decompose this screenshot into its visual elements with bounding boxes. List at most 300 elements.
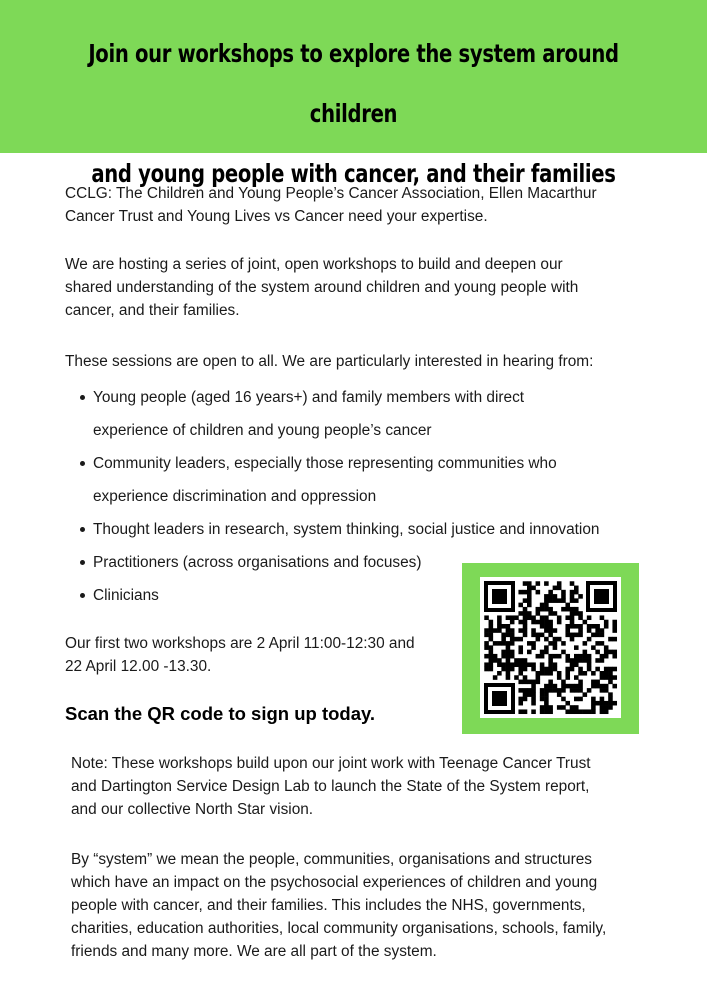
qr-module <box>570 662 575 667</box>
qr-module <box>510 628 515 633</box>
qr-module <box>514 675 519 680</box>
qr-module <box>523 692 528 697</box>
qr-module <box>531 645 536 650</box>
qr-module <box>544 594 549 599</box>
qr-module <box>484 645 489 650</box>
qr-module <box>484 633 489 638</box>
qr-module <box>612 675 617 680</box>
qr-module <box>574 624 579 629</box>
qr-module <box>506 662 511 667</box>
qr-module <box>565 684 570 689</box>
qr-module <box>506 658 511 663</box>
qr-module <box>514 658 519 663</box>
qr-module <box>536 637 541 642</box>
qr-module <box>565 701 570 706</box>
qr-module <box>604 701 609 706</box>
qr-module <box>523 624 528 629</box>
qr-module <box>518 709 523 714</box>
qr-module <box>484 662 489 667</box>
qr-module <box>578 624 583 629</box>
qr-module <box>548 709 553 714</box>
qr-module <box>544 645 549 650</box>
qr-module <box>561 705 566 710</box>
qr-module <box>540 662 545 667</box>
qr-module <box>536 590 541 595</box>
qr-module <box>553 667 558 672</box>
qr-module <box>600 641 605 646</box>
qr-module <box>510 620 515 625</box>
qr-module <box>544 709 549 714</box>
qr-module <box>595 684 600 689</box>
qr-module <box>600 658 605 663</box>
note-line-2: and Dartington Service Design Lab to launch the State of the System report, <box>71 778 590 795</box>
qr-module <box>489 628 494 633</box>
qr-module <box>604 620 609 625</box>
qr-module <box>612 701 617 706</box>
qr-module <box>536 671 541 676</box>
qr-module <box>548 633 553 638</box>
qr-module <box>548 598 553 603</box>
qr-module <box>518 611 523 616</box>
qr-module <box>587 667 592 672</box>
qr-module <box>574 688 579 693</box>
qr-module <box>587 658 592 663</box>
qr-module <box>531 688 536 693</box>
qr-module <box>565 615 570 620</box>
qr-module <box>501 641 506 646</box>
qr-module <box>544 607 549 612</box>
header-banner <box>0 0 707 188</box>
intro-line-2: Cancer Trust and Young Lives vs Cancer need your expertise. <box>65 208 488 225</box>
qr-module <box>600 615 605 620</box>
qr-module <box>565 607 570 612</box>
qr-module <box>527 641 532 646</box>
workshop-dates-line-1: Our first two workshops are 2 April 11:00-12:30 and <box>65 635 415 652</box>
qr-module <box>574 598 579 603</box>
qr-module <box>510 641 515 646</box>
intro-line-1: CCLG: The Children and Young People’s Cancer Association, Ellen Macarthur <box>65 185 597 202</box>
qr-module <box>523 615 528 620</box>
qr-module <box>570 615 575 620</box>
qr-module <box>595 624 600 629</box>
system-definition-line-3: people with cancer, and their families. This includes the NHS, governments, <box>71 897 586 914</box>
audience-item-community-leaders <box>93 447 693 513</box>
qr-module <box>608 705 613 710</box>
qr-module <box>608 650 613 655</box>
qr-module <box>595 667 600 672</box>
qr-module <box>518 671 523 676</box>
audience-heading: These sessions are open to all. We are particularly interested in hearing from: <box>65 353 594 370</box>
qr-module <box>544 603 549 608</box>
qr-module <box>484 628 489 633</box>
qr-module <box>531 620 536 625</box>
qr-module <box>518 688 523 693</box>
qr-module <box>604 645 609 650</box>
qr-module <box>553 637 558 642</box>
qr-code-icon[interactable] <box>480 577 621 718</box>
qr-module <box>514 662 519 667</box>
qr-module <box>540 692 545 697</box>
qr-module <box>587 624 592 629</box>
qr-module <box>540 688 545 693</box>
qr-module <box>501 654 506 659</box>
qr-module <box>544 620 549 625</box>
qr-module <box>489 667 494 672</box>
qr-module <box>497 628 502 633</box>
qr-module <box>561 688 566 693</box>
qr-module <box>531 697 536 702</box>
qr-module <box>518 637 523 642</box>
qr-module <box>583 620 588 625</box>
qr-module <box>600 688 605 693</box>
qr-module <box>506 654 511 659</box>
qr-module <box>544 688 549 693</box>
qr-module <box>578 684 583 689</box>
qr-module <box>489 620 494 625</box>
qr-module <box>527 603 532 608</box>
qr-module <box>548 684 553 689</box>
qr-module <box>489 624 494 629</box>
qr-module <box>497 615 502 620</box>
qr-module <box>583 671 588 676</box>
qr-module <box>540 624 545 629</box>
note-line-3: and our collective North Star vision. <box>71 801 314 818</box>
qr-module <box>527 692 532 697</box>
qr-module <box>497 641 502 646</box>
qr-module <box>484 654 489 659</box>
qr-module <box>591 671 596 676</box>
qr-module <box>574 709 579 714</box>
qr-module <box>561 598 566 603</box>
qr-module <box>489 645 494 650</box>
qr-module <box>570 611 575 616</box>
qr-module <box>527 611 532 616</box>
qr-module <box>591 645 596 650</box>
qr-module <box>565 624 570 629</box>
qr-module <box>574 684 579 689</box>
audience-item-young-people <box>93 381 693 447</box>
qr-module <box>553 594 558 599</box>
qr-module <box>604 709 609 714</box>
qr-module <box>536 607 541 612</box>
qr-module <box>523 667 528 672</box>
qr-module <box>591 680 596 685</box>
qr-module <box>540 671 545 676</box>
qr-module <box>553 641 558 646</box>
qr-module <box>608 671 613 676</box>
qr-module <box>548 594 553 599</box>
qr-module <box>523 590 528 595</box>
qr-module <box>587 637 592 642</box>
page-title-line-2: and young people with cancer, and their families <box>91 159 616 188</box>
qr-module <box>527 688 532 693</box>
qr-module <box>493 675 498 680</box>
qr-module <box>497 658 502 663</box>
qr-module <box>570 581 575 586</box>
qr-module <box>595 628 600 633</box>
qr-module <box>561 680 566 685</box>
qr-module <box>570 688 575 693</box>
qr-module <box>583 692 588 697</box>
system-definition-line-5: friends and many more. We are all part of the system. <box>71 943 437 960</box>
qr-module <box>608 675 613 680</box>
qr-module <box>506 667 511 672</box>
audience-item-young-people-line-2: experience of children and young people’s cancer <box>93 422 432 439</box>
qr-module <box>540 709 545 714</box>
qr-module <box>540 633 545 638</box>
qr-module <box>574 586 579 591</box>
qr-module <box>518 628 523 633</box>
qr-module <box>557 692 562 697</box>
qr-module <box>536 654 541 659</box>
qr-module <box>531 641 536 646</box>
qr-module <box>595 680 600 685</box>
qr-module <box>600 633 605 638</box>
qr-module <box>536 675 541 680</box>
qr-module <box>493 654 498 659</box>
qr-module <box>557 654 562 659</box>
qr-module <box>553 645 558 650</box>
qr-module <box>506 641 511 646</box>
qr-module <box>518 680 523 685</box>
qr-module <box>489 654 494 659</box>
qr-module <box>544 598 549 603</box>
qr-module <box>583 709 588 714</box>
qr-module <box>531 709 536 714</box>
audience-item-clinicians: Clinicians <box>93 579 693 612</box>
qr-module <box>570 705 575 710</box>
qr-module <box>565 654 570 659</box>
qr-module <box>574 658 579 663</box>
qr-module <box>518 645 523 650</box>
qr-module <box>523 675 528 680</box>
qr-module <box>557 688 562 693</box>
qr-module <box>548 590 553 595</box>
qr-module <box>548 624 553 629</box>
qr-module <box>527 581 532 586</box>
qr-module <box>523 628 528 633</box>
qr-module <box>544 697 549 702</box>
qr-module <box>548 641 553 646</box>
qr-module <box>518 590 523 595</box>
qr-module <box>506 615 511 620</box>
system-definition-line-4: charities, education authorities, local community organisations, schools, family, <box>71 920 607 937</box>
qr-module <box>540 650 545 655</box>
audience-item-young-people-line-1: Young people (aged 16 years+) and family members with direct <box>93 389 525 406</box>
qr-module <box>578 680 583 685</box>
hosting-paragraph <box>65 253 655 322</box>
qr-module <box>531 701 536 706</box>
qr-module <box>523 688 528 693</box>
qr-module <box>544 671 549 676</box>
qr-module <box>510 615 515 620</box>
qr-module <box>518 667 523 672</box>
qr-module <box>561 697 566 702</box>
qr-module <box>548 667 553 672</box>
qr-module <box>527 586 532 591</box>
qr-module <box>484 667 489 672</box>
qr-module <box>583 654 588 659</box>
qr-module <box>489 650 494 655</box>
qr-module <box>506 675 511 680</box>
qr-module <box>553 598 558 603</box>
qr-module <box>540 620 545 625</box>
qr-module <box>497 624 502 629</box>
qr-module <box>574 645 579 650</box>
qr-module <box>553 586 558 591</box>
qr-module <box>561 590 566 595</box>
qr-module <box>565 709 570 714</box>
qr-module <box>531 633 536 638</box>
qr-module <box>608 637 613 642</box>
qr-module <box>595 650 600 655</box>
qr-module <box>518 658 523 663</box>
qr-module <box>604 675 609 680</box>
qr-module <box>570 658 575 663</box>
qr-module <box>587 654 592 659</box>
qr-module <box>561 684 566 689</box>
qr-module <box>536 633 541 638</box>
qr-module <box>531 667 536 672</box>
qr-module <box>501 624 506 629</box>
qr-module <box>506 633 511 638</box>
qr-module <box>600 705 605 710</box>
qr-module <box>600 654 605 659</box>
qr-module <box>553 654 558 659</box>
qr-module <box>497 620 502 625</box>
qr-code-frame <box>462 563 639 734</box>
qr-module <box>574 675 579 680</box>
qr-module <box>608 680 613 685</box>
qr-module <box>570 590 575 595</box>
qr-module <box>506 624 511 629</box>
qr-module <box>595 701 600 706</box>
qr-module <box>561 641 566 646</box>
hosting-line-1: We are hosting a series of joint, open workshops to build and deepen our <box>65 256 563 273</box>
qr-module <box>570 637 575 642</box>
qr-module <box>540 603 545 608</box>
qr-module <box>518 650 523 655</box>
page-title-line-1: Join our workshops to explore the system around children <box>88 39 619 128</box>
qr-module <box>557 581 562 586</box>
qr-module <box>591 709 596 714</box>
qr-module <box>540 705 545 710</box>
qr-module <box>578 658 583 663</box>
qr-module <box>527 650 532 655</box>
qr-module <box>578 654 583 659</box>
qr-module <box>501 637 506 642</box>
qr-module <box>570 684 575 689</box>
qr-module <box>548 607 553 612</box>
qr-module <box>527 598 532 603</box>
qr-module <box>536 620 541 625</box>
intro-paragraph <box>65 182 655 228</box>
qr-module <box>578 611 583 616</box>
qr-module <box>544 701 549 706</box>
qr-module <box>548 628 553 633</box>
qr-module <box>600 697 605 702</box>
qr-module <box>561 650 566 655</box>
qr-module <box>523 581 528 586</box>
qr-module <box>548 705 553 710</box>
qr-module <box>544 692 549 697</box>
qr-module <box>544 637 549 642</box>
qr-module <box>565 658 570 663</box>
qr-module <box>544 628 549 633</box>
qr-module <box>570 633 575 638</box>
note-paragraph <box>71 752 671 821</box>
qr-module <box>591 697 596 702</box>
qr-module <box>591 705 596 710</box>
qr-module <box>489 637 494 642</box>
qr-module <box>557 637 562 642</box>
qr-code[interactable] <box>480 577 621 718</box>
qr-module <box>574 611 579 616</box>
qr-module <box>587 615 592 620</box>
qr-module <box>591 684 596 689</box>
qr-module <box>523 697 528 702</box>
qr-module <box>497 662 502 667</box>
qr-module <box>608 667 613 672</box>
qr-module <box>583 641 588 646</box>
qr-module <box>557 675 562 680</box>
qr-module <box>578 688 583 693</box>
qr-module <box>565 628 570 633</box>
qr-module <box>518 603 523 608</box>
qr-module <box>578 594 583 599</box>
qr-module <box>527 594 532 599</box>
qr-module <box>497 671 502 676</box>
qr-module <box>544 667 549 672</box>
qr-module <box>510 654 515 659</box>
qr-module <box>540 607 545 612</box>
qr-module <box>518 662 523 667</box>
qr-module <box>570 598 575 603</box>
qr-module <box>506 671 511 676</box>
qr-module <box>531 586 536 591</box>
qr-module <box>604 688 609 693</box>
qr-module <box>536 680 541 685</box>
qr-module <box>501 650 506 655</box>
qr-module <box>493 628 498 633</box>
qr-module <box>604 671 609 676</box>
qr-module <box>544 684 549 689</box>
qr-module <box>574 654 579 659</box>
qr-module <box>604 650 609 655</box>
page-title <box>71 24 637 204</box>
qr-module <box>510 650 515 655</box>
qr-module <box>570 620 575 625</box>
qr-module <box>493 658 498 663</box>
qr-module <box>501 667 506 672</box>
qr-module <box>548 620 553 625</box>
qr-module <box>600 628 605 633</box>
qr-module <box>570 607 575 612</box>
qr-module <box>553 684 558 689</box>
qr-module <box>561 607 566 612</box>
qr-module <box>578 628 583 633</box>
qr-module <box>510 633 515 638</box>
qr-module <box>540 667 545 672</box>
qr-module <box>600 709 605 714</box>
qr-module <box>514 637 519 642</box>
qr-module <box>531 628 536 633</box>
qr-module <box>600 671 605 676</box>
note-line-1: Note: These workshops build upon our joint work with Teenage Cancer Trust <box>71 755 591 772</box>
qr-module <box>548 662 553 667</box>
qr-module <box>523 611 528 616</box>
qr-module <box>531 692 536 697</box>
